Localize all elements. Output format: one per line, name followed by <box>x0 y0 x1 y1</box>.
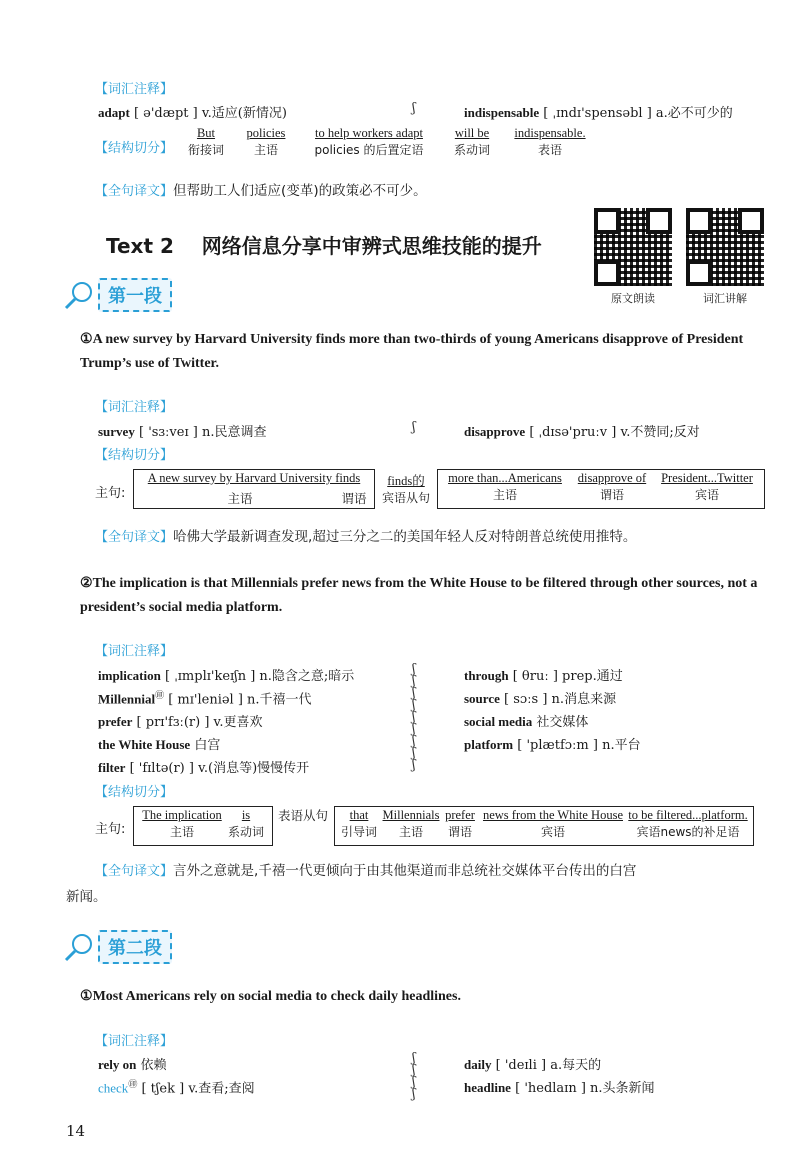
p2-s1-sentence: ①Most Americans rely on social media to check daily headlines. <box>80 989 461 1004</box>
seg-obj-verb: disapprove of 谓语 <box>577 471 647 502</box>
seg-finds: finds的 宾语从句 <box>381 474 430 505</box>
seg-is: is 系动词 <box>227 808 264 839</box>
vocab-white-house: the White House 白宫 <box>98 737 221 753</box>
squiggle-divider: ʃ <box>412 101 416 116</box>
seg-obj-object: President...Twitter 宾语 <box>661 471 753 502</box>
qr-corner <box>686 260 712 286</box>
qr-corner <box>646 208 672 234</box>
vocab-prefer: prefer [ prɪ'fɜː(r) ] v.更喜欢 <box>98 714 263 730</box>
vocab-social-media: social media 社交媒体 <box>464 714 589 730</box>
para2-heading <box>62 930 172 964</box>
seg-policies: policies 主语 <box>246 126 286 157</box>
p1-s1-sentence: ①A new survey by Harvard University finds more than two-thirds of young Americans disapprove of President Trump’s use of Twitter. <box>80 332 744 371</box>
para1-label: 第一段 <box>98 278 172 312</box>
seg-to-help: to help workers adapt policies 的后置定语 <box>314 126 424 157</box>
qr-corner <box>594 260 620 286</box>
qr-label-audio: 原文朗读 <box>611 292 655 305</box>
squiggle-divider: ʃ ʃ ʃ ʃ ʃ ʃ ʃ ʃ ʃ <box>412 662 416 773</box>
seg-implication: The implication 主语 <box>142 808 222 839</box>
struct-tag: 【结构切分】 <box>95 785 174 800</box>
vocab-source: source [ sɔːs ] n.消息来源 <box>464 691 617 707</box>
main-clause-label: 主句: <box>95 486 126 501</box>
squiggle-divider: ʃ <box>412 420 416 435</box>
seg-but: But 衔接词 <box>187 126 224 157</box>
vocab-headline: headline [ 'hedlaɪn ] n.头条新闻 <box>464 1080 655 1096</box>
magnifier-icon <box>62 280 98 310</box>
seg-subject: A new survey by Harvard University finds <box>147 471 361 485</box>
p1-s2-sentence: ②The implication is that Millennials prefer news from the White House to be filtered through other sources, not a president’s social media platform. <box>80 576 758 615</box>
vocab-rely-on: rely on 依赖 <box>98 1057 167 1073</box>
vocab-daily: daily [ 'deɪli ] a.每天的 <box>464 1057 602 1073</box>
vocab-check: check㊞ [ tʃek ] v.查看;查阅 <box>98 1080 255 1097</box>
struct-tag: 【结构切分】 <box>95 141 174 156</box>
para2-label: 第二段 <box>98 930 172 964</box>
p1-s2-translation: 【全句译文】言外之意就是,千禧一代更倾向于由其他渠道而非总统社交媒体平台传出的白宫 <box>95 863 637 879</box>
seg-news: news from the White House 宾语 <box>482 808 623 839</box>
vocab-implication: implication [ ˌɪmplɪ'keɪʃn ] n.隐含之意;暗示 <box>98 668 355 684</box>
vocab-adapt: adapt [ ə'dæpt ] v.适应(新情况) <box>98 105 287 121</box>
vocab-tag: 【词汇注释】 <box>95 400 174 415</box>
vocab-millennial: Millennial㊞ [ mɪ'leniəl ] n.千禧一代 <box>98 691 312 708</box>
seg-millennials: Millennials 主语 <box>382 808 440 839</box>
vocab-filter: filter [ 'fɪltə(r) ] v.(消息等)慢慢传开 <box>98 760 310 776</box>
vocab-through: through [ θruː ] prep.通过 <box>464 668 623 684</box>
vocab-indispensable: indispensable [ ˌɪndɪ'spensəbl ] a.必不可少的 <box>464 105 733 121</box>
p1-s1-translation: 【全句译文】哈佛大学最新调查发现,超过三分之二的美国年轻人反对特朗普总统使用推特。 <box>95 529 637 545</box>
qr-corner <box>594 208 620 234</box>
seg-label: 谓语 <box>341 492 367 506</box>
vocab-disapprove: disapprove [ ˌdɪsə'pruːv ] v.不赞同;反对 <box>464 424 700 440</box>
top-translation: 【全句译文】但帮助工人们适应(变革)的政策必不可少。 <box>95 183 427 199</box>
seg-that: that 引导词 <box>340 808 377 839</box>
seg-filtered: to be filtered...platform. 宾语news的补足语 <box>628 808 748 839</box>
para1-heading <box>62 278 172 312</box>
seg-obj-subject: more than...Americans 主语 <box>448 471 562 502</box>
seg-label: 主语 <box>227 492 253 506</box>
qr-corner <box>738 208 764 234</box>
qr-corner <box>686 208 712 234</box>
text2-title: Text 2 网络信息分享中审辨式思维技能的提升 <box>106 234 542 258</box>
vocab-tag: 【词汇注释】 <box>95 644 174 659</box>
seg-prefer: prefer 谓语 <box>445 808 475 839</box>
seg-will-be: will be 系动词 <box>453 126 490 157</box>
vocab-tag: 【词汇注释】 <box>95 82 174 97</box>
main-clause-label: 主句: <box>95 822 126 837</box>
seg-indispensable: indispensable. 表语 <box>514 126 586 157</box>
squiggle-divider: ʃ ʃ ʃ ʃ <box>412 1051 416 1102</box>
p1-s2-translation-l2: 新闻。 <box>66 889 107 905</box>
seg-predicative-clause: 表语从句 <box>277 809 328 823</box>
vocab-survey: survey [ 'sɜːveɪ ] n.民意调查 <box>98 424 267 440</box>
vocab-tag: 【词汇注释】 <box>95 1034 174 1049</box>
vocab-platform: platform [ 'plætfɔːm ] n.平台 <box>464 737 641 753</box>
page-number: 14 <box>66 1122 86 1140</box>
struct-tag: 【结构切分】 <box>95 448 174 463</box>
magnifier-icon <box>62 932 98 962</box>
qr-label-vocab: 词汇讲解 <box>703 292 747 305</box>
